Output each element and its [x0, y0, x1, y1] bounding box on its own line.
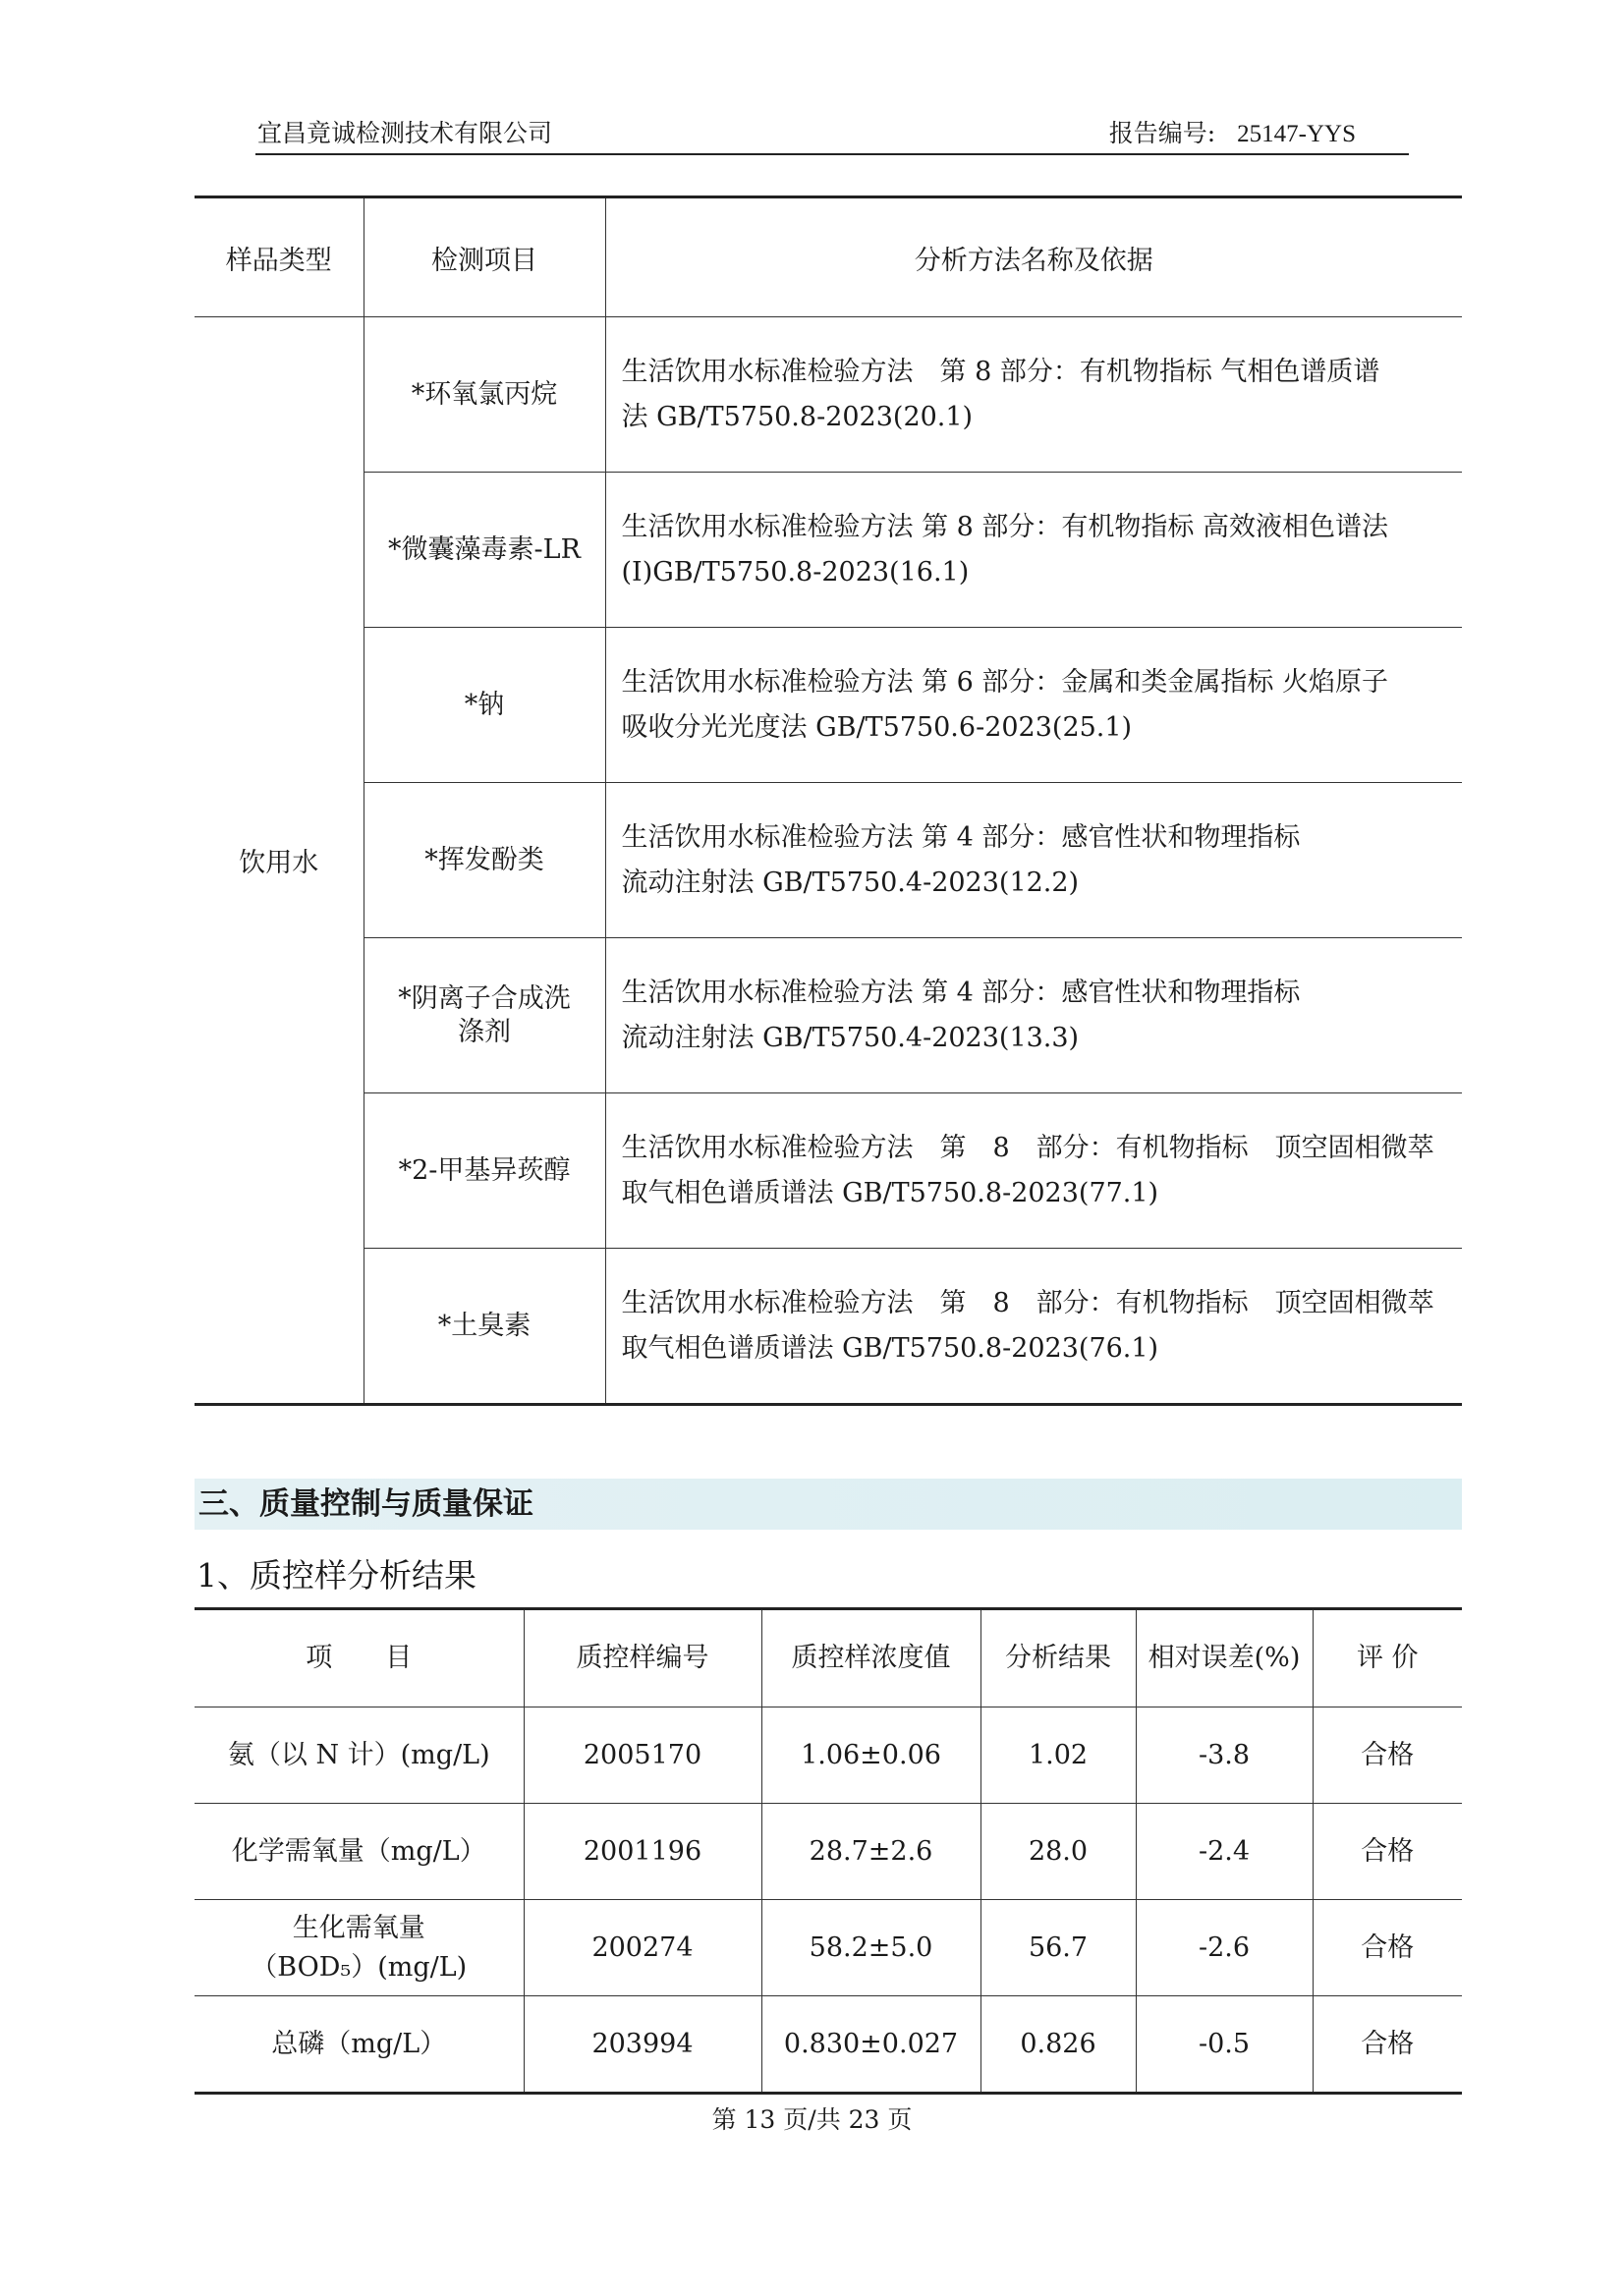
page-footer: 第 13 页/共 23 页 — [711, 2105, 913, 2134]
table-row — [195, 783, 1462, 938]
report-number-block — [1109, 114, 1356, 149]
qc-results-table — [195, 1607, 1462, 2095]
qc-item — [195, 1900, 524, 1996]
qc-evaluation: 合格 — [1313, 1996, 1462, 2094]
header-result: 分析结果 — [980, 1609, 1136, 1707]
method-cell — [605, 783, 1462, 938]
qc-evaluation: 合格 — [1313, 1804, 1462, 1900]
qc-evaluation: 合格 — [1313, 1707, 1462, 1804]
item-line: 涤剂 — [458, 1016, 511, 1047]
qc-code: 200274 — [524, 1900, 761, 1996]
page-header — [255, 110, 1409, 155]
method-line: 流动注射法 GB/T5750.4-2023(13.3) — [621, 1022, 1080, 1053]
test-item-cell: *土臭素 — [364, 1249, 605, 1405]
qc-concentration: 0.830±0.027 — [761, 1996, 980, 2094]
qc-code: 2001196 — [524, 1804, 761, 1900]
item-line: （BOD₅）(mg/L) — [251, 1951, 468, 1983]
qc-item: 总磷（mg/L） — [195, 1996, 524, 2094]
qc-code: 203994 — [524, 1996, 761, 2094]
section-heading: 三、质量控制与质量保证 — [195, 1479, 1462, 1530]
method-line: 流动注射法 GB/T5750.4-2023(12.2) — [621, 867, 1080, 898]
qc-relative-error: -2.6 — [1136, 1900, 1313, 1996]
qc-evaluation: 合格 — [1313, 1900, 1462, 1996]
method-line: 生活饮用水标准检验方法 第 8 部分：有机物指标 气相色谱质谱 — [621, 356, 1380, 387]
header-evaluation: 评 价 — [1313, 1609, 1462, 1707]
company-name: 宜昌竟诚检测技术有限公司 — [257, 119, 553, 147]
header-sample-type: 样品类型 — [195, 197, 364, 317]
header-item: 项 目 — [195, 1609, 524, 1707]
qc-result: 1.02 — [980, 1707, 1136, 1804]
table-row — [195, 317, 1462, 473]
qc-concentration: 58.2±5.0 — [761, 1900, 980, 1996]
table-row — [195, 938, 1462, 1093]
method-line: 吸收分光光度法 GB/T5750.6-2023(25.1) — [621, 711, 1133, 743]
method-line: 生活饮用水标准检验方法 第 8 部分：有机物指标 高效液相色谱法 — [621, 511, 1389, 542]
qc-item: 氨（以 N 计）(mg/L) — [195, 1707, 524, 1804]
method-line: 法 GB/T5750.8-2023(20.1) — [621, 401, 974, 432]
header-relative-error: 相对误差(%) — [1136, 1609, 1313, 1707]
table-row — [195, 1900, 1462, 1996]
test-item-cell: *2-甲基异莰醇 — [364, 1093, 605, 1249]
test-item-cell: *环氧氯丙烷 — [364, 317, 605, 473]
header-qc-code: 质控样编号 — [524, 1609, 761, 1707]
qc-result: 28.0 — [980, 1804, 1136, 1900]
method-line: (I)GB/T5750.8-2023(16.1) — [621, 556, 970, 588]
test-item-cell: *微囊藻毒素-LR — [364, 473, 605, 628]
item-line: 生化需氧量 — [292, 1912, 425, 1943]
method-cell — [605, 628, 1462, 783]
table-row — [195, 1996, 1462, 2094]
table-row — [195, 628, 1462, 783]
method-line: 取气相色谱质谱法 GB/T5750.8-2023(76.1) — [621, 1332, 1159, 1364]
method-line: 生活饮用水标准检验方法 第 8 部分：有机物指标 顶空固相微萃 — [621, 1287, 1434, 1318]
test-item-cell: *钠 — [364, 628, 605, 783]
qc-item: 化学需氧量（mg/L） — [195, 1804, 524, 1900]
qc-code: 2005170 — [524, 1707, 761, 1804]
method-line: 生活饮用水标准检验方法 第 6 部分：金属和类金属指标 火焰原子 — [621, 666, 1389, 698]
method-cell — [605, 473, 1462, 628]
table-row — [195, 1804, 1462, 1900]
table-header-row — [195, 1609, 1462, 1707]
qc-relative-error: -0.5 — [1136, 1996, 1313, 2094]
subsection-heading: 1、质控样分析结果 — [196, 1556, 476, 1595]
table-header-row — [195, 197, 1462, 317]
methods-table — [195, 196, 1462, 1406]
qc-concentration: 28.7±2.6 — [761, 1804, 980, 1900]
report-number-label: 报告编号: — [1108, 119, 1216, 147]
qc-result: 56.7 — [980, 1900, 1136, 1996]
header-test-item: 检测项目 — [364, 197, 605, 317]
table-row — [195, 1093, 1462, 1249]
table-row — [195, 1707, 1462, 1804]
method-cell — [605, 1093, 1462, 1249]
table-row — [195, 1249, 1462, 1405]
qc-concentration: 1.06±0.06 — [761, 1707, 980, 1804]
qc-relative-error: -2.4 — [1136, 1804, 1313, 1900]
item-line: *阴离子合成洗 — [398, 982, 571, 1014]
method-line: 取气相色谱质谱法 GB/T5750.8-2023(77.1) — [621, 1177, 1159, 1208]
method-cell — [605, 317, 1462, 473]
test-item-cell: *挥发酚类 — [364, 783, 605, 938]
header-method: 分析方法名称及依据 — [605, 197, 1462, 317]
method-line: 生活饮用水标准检验方法 第 4 部分：感官性状和物理指标 — [621, 821, 1301, 853]
method-line: 生活饮用水标准检验方法 第 8 部分：有机物指标 顶空固相微萃 — [621, 1132, 1434, 1163]
sample-type-cell: 饮用水 — [195, 317, 364, 1405]
test-item-cell — [364, 938, 605, 1093]
method-cell — [605, 1249, 1462, 1405]
report-number: 25147-YYS — [1237, 121, 1356, 147]
header-qc-concentration: 质控样浓度值 — [761, 1609, 980, 1707]
method-cell — [605, 938, 1462, 1093]
method-line: 生活饮用水标准检验方法 第 4 部分：感官性状和物理指标 — [621, 977, 1301, 1008]
table-row — [195, 473, 1462, 628]
qc-relative-error: -3.8 — [1136, 1707, 1313, 1804]
qc-result: 0.826 — [980, 1996, 1136, 2094]
